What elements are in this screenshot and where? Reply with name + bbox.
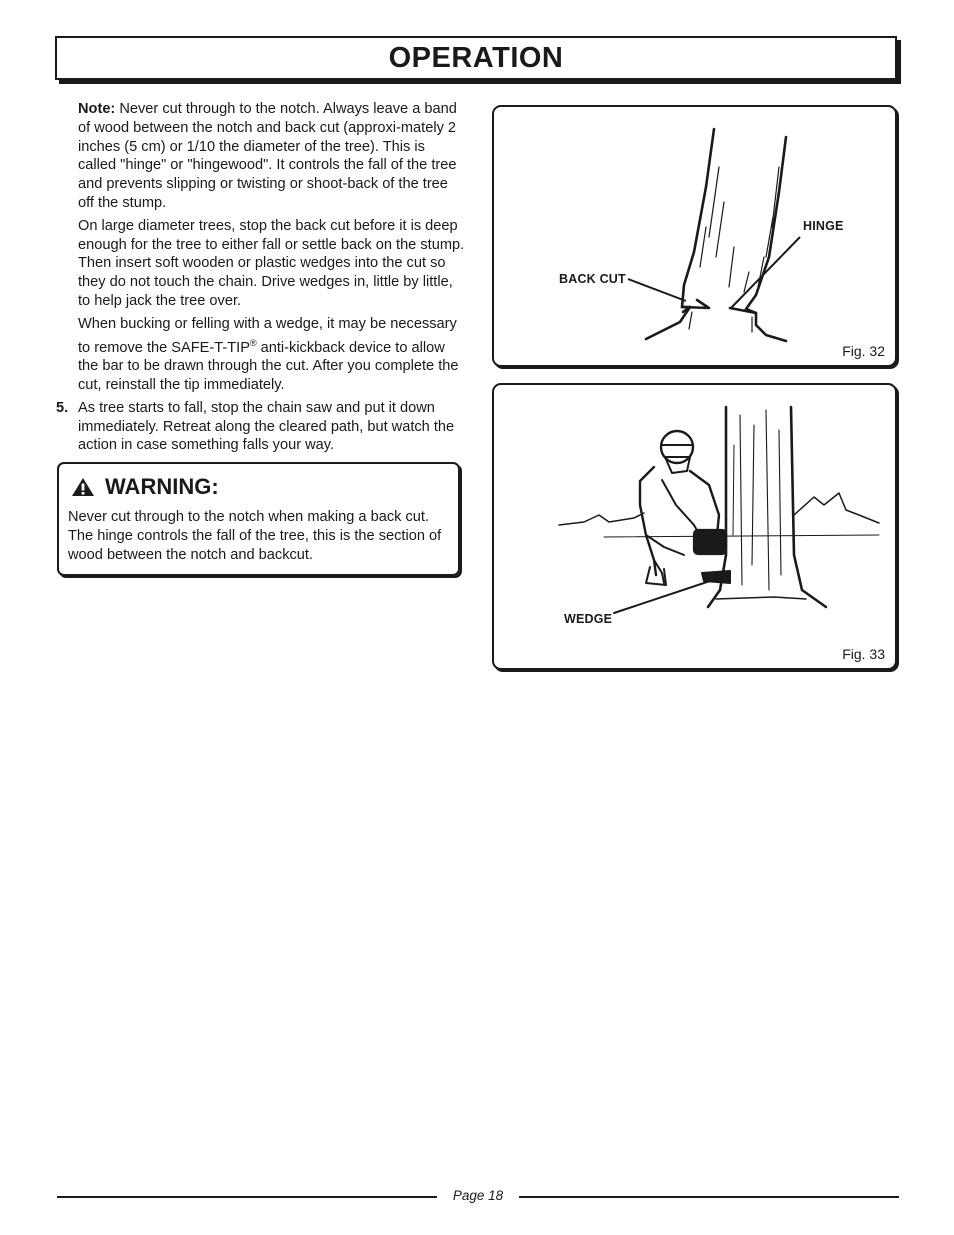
label-wedge: WEDGE xyxy=(564,612,613,626)
registered-mark: ® xyxy=(249,337,257,348)
warning-header xyxy=(71,474,219,500)
wedge-felling-illustration xyxy=(494,385,899,672)
figure-33-caption: Fig. 33 xyxy=(842,646,885,662)
step-5 xyxy=(56,399,466,455)
label-hinge: HINGE xyxy=(803,219,844,233)
footer-rule-right xyxy=(519,1196,899,1198)
instructions-column xyxy=(56,100,466,455)
figure-32 xyxy=(492,105,897,367)
large-trees-paragraph: On large diameter trees, stop the back cut before it is deep enough for the tree to either fall or settle back on the stump. Then insert soft wooden or plastic wedges into the cut so they do not touch the chain. Drive wedges in, little by little, to help jack the tree over. xyxy=(78,217,465,309)
page-number: Page 18 xyxy=(452,1188,504,1203)
step-5-text: As tree starts to fall, stop the chain saw and put it down immediately. Retreat along the cleared path, but watch the action in case something falls your way. xyxy=(78,399,455,454)
note-paragraph xyxy=(56,100,466,213)
footer-rule-left xyxy=(57,1196,437,1198)
label-back-cut: BACK CUT xyxy=(559,272,626,286)
note-text: Never cut through to the notch. Always leave a band of wood between the notch and back cut (approxi-mately 2 inches (5 cm) or 1/10 the diameter of the tree). This is called "hinge" or "hingewood". It controls the fall of the tree and prevents slipping or twisting or shoot-back of the tree off the stump. xyxy=(78,101,457,211)
figure-32-caption: Fig. 32 xyxy=(842,343,885,359)
step-5-number: 5. xyxy=(56,399,69,416)
note-label: Note: xyxy=(78,101,116,117)
wedge-paragraph xyxy=(56,315,466,395)
section-title-box xyxy=(55,36,897,80)
page-title: OPERATION xyxy=(388,41,564,74)
warning-heading: WARNING: xyxy=(105,474,219,499)
warning-triangle-icon xyxy=(71,477,95,497)
warning-box xyxy=(57,462,460,576)
wedge-text-start: When bucking or felling with a wedge, it may be necessary to remove the SAFE-T-TIP xyxy=(78,315,457,356)
warning-text: Never cut through to the notch when making a back cut. The hinge controls the fall of the tree, this is the section of wood between the notch and backcut. xyxy=(68,509,442,563)
wedge-text-end: anti-kickback device to allow the bar to be drawn through the cut. After you complete the cut, reinstall the tip immediately. xyxy=(78,339,459,394)
figure-33 xyxy=(492,383,897,670)
tree-hinge-illustration xyxy=(494,107,899,369)
